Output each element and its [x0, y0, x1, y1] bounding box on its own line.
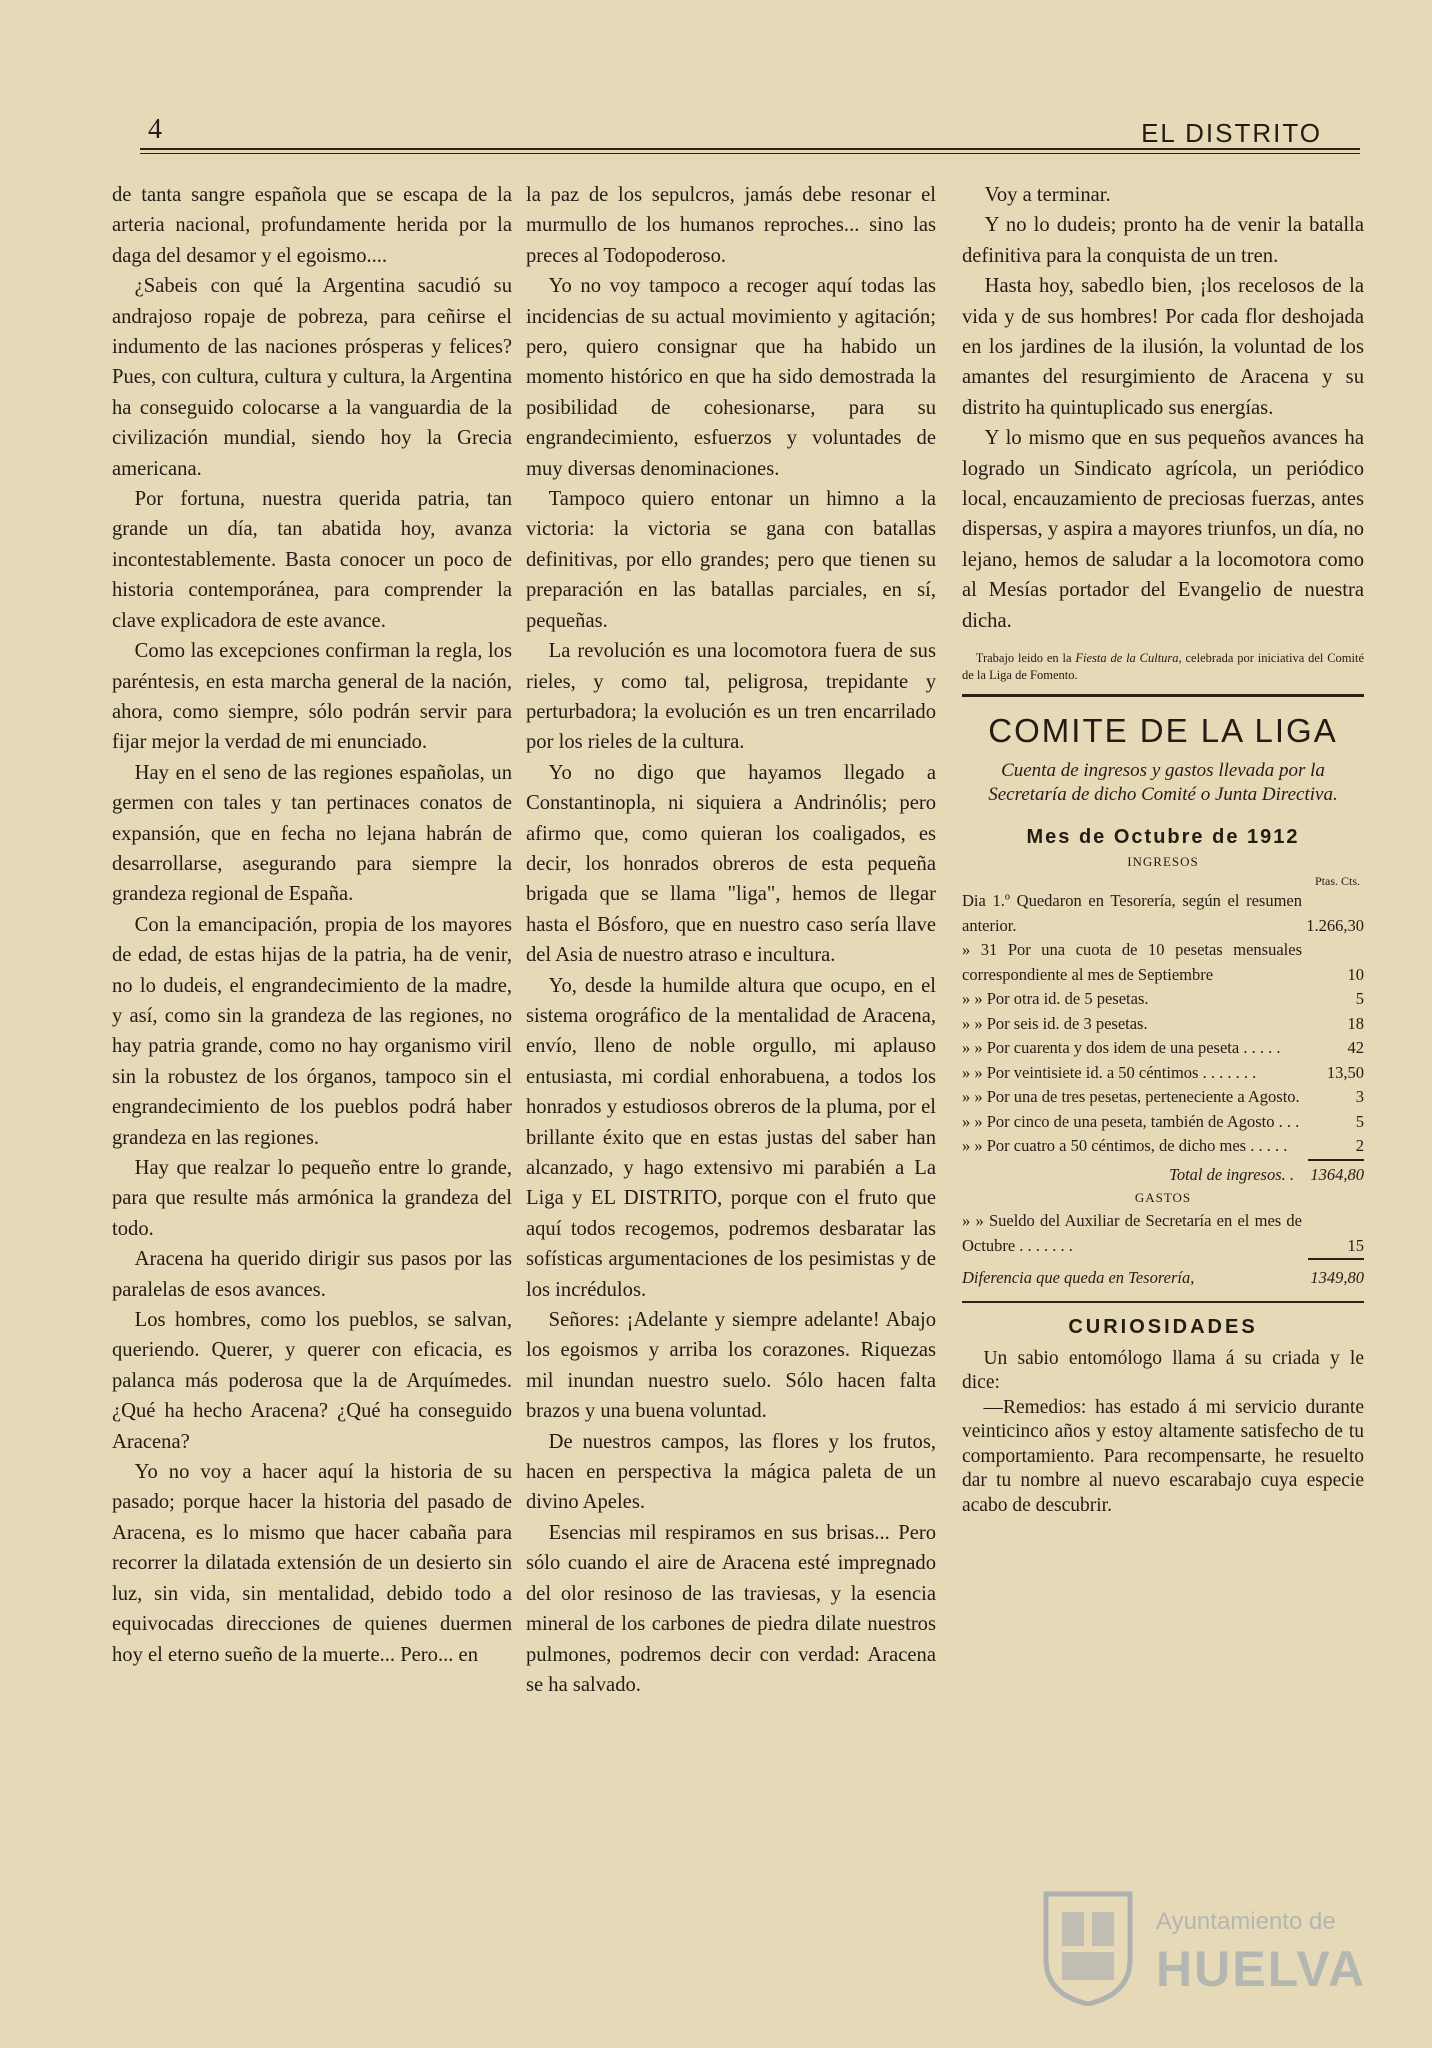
footnote-prefix: Trabajo leido en la [975, 651, 1076, 666]
ledger-row [962, 1085, 1364, 1110]
total-label: Total de ingresos. . [1169, 1164, 1294, 1184]
ingresos-heading: INGRESOS [1127, 854, 1199, 870]
sum-line [1308, 1159, 1364, 1161]
ledger-row [962, 1110, 1364, 1135]
paragraph: Y no lo dudeis; pronto ha de venir la batalla definitiva para la conquista de un tren. [962, 214, 1364, 267]
ledger-row [962, 889, 1364, 938]
ledger-desc: » » Por otra id. de 5 pesetas. [962, 989, 1149, 1009]
difference-label: Diferencia que queda en Tesorería, [962, 1268, 1195, 1288]
footnote-suffix: , celebrada por iniciativa del Comité de la Liga de Fomento. [962, 651, 1364, 683]
column-3 [962, 180, 1364, 1518]
section-divider [962, 1301, 1364, 1303]
paragraph: Con la emancipación, propia de los mayores de edad, de estas hijas de la patria, ha de venir, no lo dudeis, el engrandecimiento de la madre, y así, como sin la grandeza de las regiones, no hay patria grande, como no hay organismo viril sin la robustez de los órganos, tampoco sin el engrandecimiento de los pueblos podrá haber grandeza en las regiones. [112, 913, 512, 1149]
ledger-amount: 15 [1347, 1235, 1364, 1255]
curiosidades-title: CURIOSIDADES [1068, 1315, 1258, 1338]
paragraph: —Remedios: has estado á mi servicio durante veinticinco años y estoy altamente satisfecho de tu comportamiento. Para recompensarte, he resuelto dar tu nombre al nuevo escarabajo cuya especie acabo de descubrir. [962, 1396, 1364, 1516]
ledger-amount: 5 [1355, 1111, 1364, 1131]
difference-row [962, 1266, 1364, 1291]
ledger-row [962, 938, 1364, 987]
paragraph: Señores: ¡Adelante y siempre adelante! Abajo los egoismos y arriba los corazones. Riquezas mil inundan nuestro suelo. Sólo hacen falta brazos y una buena voluntad. [526, 1309, 936, 1423]
comite-subtitle: Cuenta de ingresos y gastos llevada por la Secretaría de dicho Comité o Junta Directiva. [988, 760, 1338, 806]
ledger-amount: 3 [1355, 1087, 1364, 1107]
ledger-row [962, 1012, 1364, 1037]
ledger-row [962, 1036, 1364, 1061]
difference-amount: 1349,80 [1310, 1268, 1364, 1288]
paragraph: De nuestros campos, las flores y los frutos, hacen en perspectiva la mágica paleta de un divino Apeles. [526, 1430, 936, 1514]
ledger-amount: 13,50 [1326, 1062, 1364, 1082]
paragraph: Yo no voy tampoco a recoger aquí todas las incidencias de su actual movimiento y agitación; pero, quiero consignar que ha habido un momento histórico en que ha sido demostrada la posibilidad de cohesionarse, para su engrandecimiento, esfuerzos y voluntades de muy diversas denominaciones. [526, 275, 936, 480]
paragraph: Y lo mismo que en sus pequeños avances ha logrado un Sindicato agrícola, un periódico local, encauzamiento de preciosas fuerzas, antes dispersas, y aspira a mayores triunfos, un día, no lejano, hemos de saludar a la locomotora como al Mesías portador del Evangelio de nuestra dicha. [962, 427, 1364, 632]
ledger-row [962, 987, 1364, 1012]
ledger-desc: » » Por cuarenta y dos idem de una peseta . . . . . [962, 1038, 1281, 1058]
paragraph: La revolución es una locomotora fuera de sus rieles, y como tal, peligrosa, trepidante y perturbadora; la evolución es un tren encarrilado por los rieles de la cultura. [526, 640, 936, 754]
gastos-heading: GASTOS [1134, 1190, 1192, 1206]
ledger-amount: 42 [1347, 1038, 1364, 1058]
curiosidades-body [962, 1347, 1364, 1519]
ledger-amount: 1.266,30 [1306, 915, 1364, 935]
ledger-desc: » » Por veintisiete id. a 50 céntimos . . . . . . . [962, 1062, 1257, 1082]
ledger-row [962, 1134, 1364, 1159]
header-rule-top [140, 148, 1360, 150]
watermark-line2: HUELVA [1156, 1941, 1367, 1997]
paragraph: de tanta sangre española que se escapa de la arteria nacional, profundamente herida por la daga del desamor y el egoismo.... [112, 184, 512, 267]
sum-line [1308, 1258, 1364, 1260]
paragraph: Un sabio entomólogo llama á su criada y le dice: [962, 1347, 1364, 1394]
paragraph: ¿Sabeis con qué la Argentina sacudió su andrajoso ropaje de pobreza, para ceñirse el indumento de las naciones prósperas y felices? Pues, con cultura, cultura y cultura, la Argentina ha conseguido colocarse a la vanguardia de la civilización mundial, siendo hoy la Grecia americana. [112, 275, 512, 480]
ledger-amount: 18 [1347, 1013, 1364, 1033]
footnote [962, 650, 1364, 684]
footnote-italic: Fiesta de la Cultura [1075, 651, 1179, 666]
section-divider [962, 694, 1364, 697]
paragraph: Hay que realzar lo pequeño entre lo grande, para que resulte más armónica la grandeza del todo. [112, 1157, 512, 1240]
paragraph: Los hombres, como los pueblos, se salvan, queriendo. Querer, y querer con eficacia, es palanca más poderosa que la de Arquímedes. ¿Qué ha hecho Aracena? ¿Qué ha conseguido Aracena? [112, 1309, 512, 1453]
paragraph: Hasta hoy, sabedlo bien, ¡los recelosos de la vida y de sus hombres! Por cada flor deshojada en los jardines de la ilusión, la voluntad de los amantes del resurgimiento de Aracena y su distrito ha quintuplicado sus energías. [962, 275, 1364, 419]
paragraph: Hay en el seno de las regiones españolas, un germen con tales y tan pertinaces conatos de expansión, que en fecha no lejana habrán de desarrollarse, asegurando para siempre la grandeza regional de España. [112, 761, 512, 906]
ledger-desc: » » Por seis id. de 3 pesetas. [962, 1013, 1148, 1033]
paragraph: Por fortuna, nuestra querida patria, tan grande un día, tan abatida hoy, avanza incontestablemente. Basta conocer un poco de historia contemporánea, para comprender la clave explicadora de este avance. [112, 488, 512, 632]
paragraph: Esencias mil respiramos en sus brisas... Pero sólo cuando el aire de Aracena esté impregnado del olor resinoso de las traviesas, y la esencia mineral de los carbones de piedra dilate nuestros pulmones, podremos decir con verdad: Aracena se ha salvado. [526, 1521, 936, 1696]
masthead: EL DISTRITO [1141, 118, 1322, 148]
paragraph: Voy a terminar. [984, 184, 1111, 206]
ledger-desc: » » Por cinco de una peseta, también de Agosto . . . [962, 1111, 1300, 1131]
ledger-desc: » » Sueldo del Auxiliar de Secretaría en el mes de Octubre . . . . . . . [962, 1211, 1302, 1255]
paragraph: Tampoco quiero entonar un himno a la victoria: la victoria se gana con batallas definitivas, por ello grandes; pero que tienen su preparación en las batallas parciales, en sí, pequeñas. [526, 488, 936, 632]
shield-icon [1040, 1890, 1136, 2006]
archive-watermark [1040, 1890, 1367, 2010]
ledger-row [962, 1209, 1364, 1258]
paragraph: Como las excepciones confirman la regla, los paréntesis, en esta marcha general de la nación, ahora, como siempre, sólo podrán servir para fijar mejor la verdad de mi enunciado. [112, 640, 512, 754]
ledger-amount: 2 [1355, 1136, 1364, 1156]
total-amount: 1364,80 [1310, 1164, 1364, 1184]
header-rule-bottom [140, 153, 1360, 154]
currency-header: Ptas. Cts. [1314, 874, 1360, 889]
ledger-desc: » 31 Por una cuota de 10 pesetas mensuales correspondiente al mes de Septiembre [962, 940, 1302, 984]
ledger-desc: Dia 1.º Quedaron en Tesorería, según el resumen anterior. [962, 891, 1302, 935]
ledger-desc: » » Por una de tres pesetas, perteneciente a Agosto. [962, 1087, 1300, 1107]
paragraph: Yo no digo que hayamos llegado a Constantinopla, ni siquiera a Andrinólis; pero afirmo que, como quieran los coaligados, es decir, los honrados obreros de esta pequeña brigada que se llama "liga", hemos de llegar hasta el Bósforo, que en nuestro caso sería llave del Asia de nuestro atraso e incultura. [526, 761, 936, 967]
page-number: 4 [148, 114, 162, 145]
comite-month: Mes de Octubre de 1912 [1026, 826, 1300, 849]
paragraph: Yo no voy a hacer aquí la historia de su pasado; porque hacer la historia del pasado de Aracena, es lo mismo que hacer cabaña para recorrer la dilatada extensión de un desierto sin luz, sin vida, sin mentalidad, debido todo a equivocadas direcciones de quienes duermen hoy el eterno sueño de la muerte... Pero... en [112, 1461, 512, 1666]
paragraph: Yo, desde la humilde altura que ocupo, en el sistema orográfico de la mentalidad de Aracena, envío, lleno de noble orgullo, mi aplauso entusiasta, mi cordial enhorabuena, a todos los honrados y estudiosos obreros de la pluma, por el brillante éxito que en estas justas del saber han alcanzado, y hago extensivo mi parabién a La Liga y EL DISTRITO, porque con el fruto que aquí todos recogemos, podremos desbaratar las sofísticas argumentaciones de los pesimistas y de los incrédulos. [526, 974, 936, 1301]
comite-title: COMITE DE LA LIGA [988, 712, 1338, 750]
ledger-row [962, 1061, 1364, 1086]
ingresos-ledger [962, 889, 1364, 1291]
paragraph: la paz de los sepulcros, jamás debe resonar el murmullo de los humanos reproches... sino las preces al Todopoderoso. [526, 184, 936, 267]
total-row [962, 1163, 1364, 1188]
ledger-amount: 5 [1355, 989, 1364, 1009]
watermark-line1: Ayuntamiento de [1156, 1908, 1336, 1935]
column-2 [526, 180, 936, 1700]
paragraph: Aracena ha querido dirigir sus pasos por las paralelas de esos avances. [112, 1248, 512, 1301]
column-1 [112, 180, 512, 1670]
ledger-desc: » » Por cuatro a 50 céntimos, de dicho mes . . . . . [962, 1136, 1288, 1156]
ledger-amount: 10 [1347, 964, 1364, 984]
